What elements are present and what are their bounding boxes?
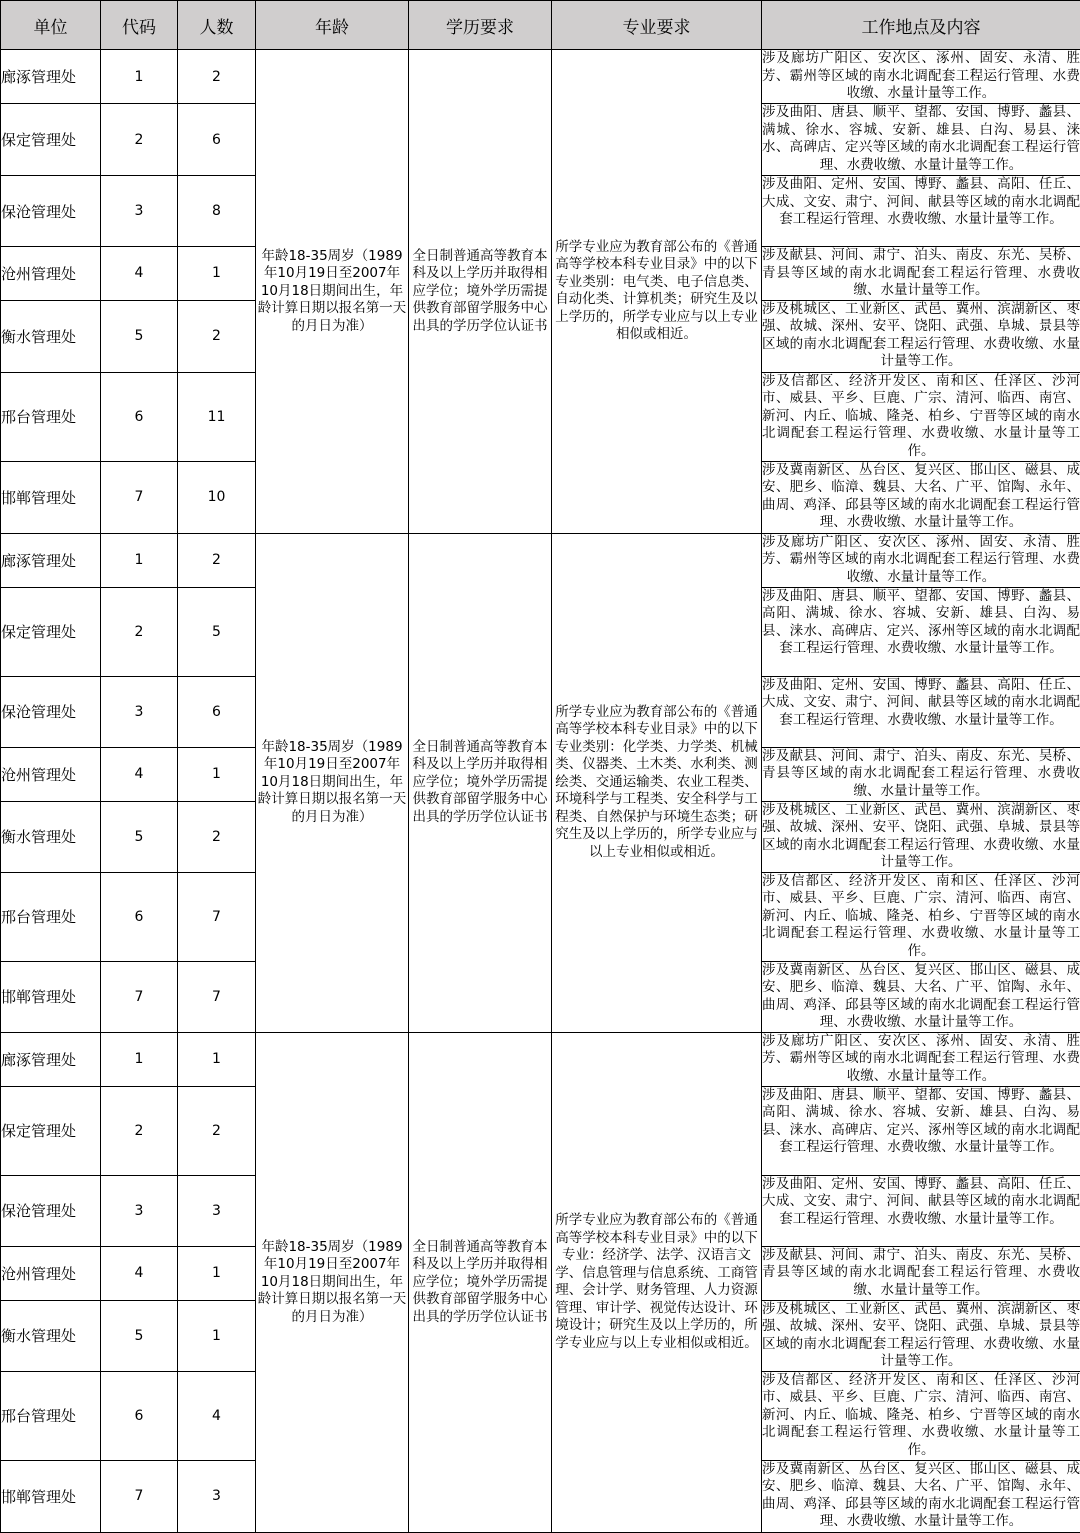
code-cell: 3: [101, 1175, 178, 1246]
major-requirement: 所学专业应为教育部公布的《普通高等学校本科专业目录》中的以下专业类别：电气类、电子信息类、自动化类、计算机类；研究生及以上学历的，所学专业应与以上专业相似或相近。: [552, 50, 762, 534]
unit-cell: 沧州管理处: [1, 1246, 101, 1300]
code-cell: 1: [101, 533, 178, 587]
header-count: 人数: [178, 1, 256, 50]
location-detail: 涉及曲阳、定州、安国、博野、蠡县、高阳、任丘、大成、文安、肃宁、河间、献县等区域的南水北调配套工程运行管理、水费收缴、水量计量等工作。: [762, 1175, 1080, 1246]
location-detail: 涉及冀南新区、丛台区、复兴区、邯山区、磁县、成安、肥乡、临漳、魏县、大名、广平、馆陶、永年、曲周、鸡泽、邱县等区域的南水北调配套工程运行管理、水费收缴、水量计量等工作。: [762, 1460, 1080, 1532]
unit-cell: 邢台管理处: [1, 372, 101, 461]
code-cell: 6: [101, 872, 178, 961]
code-cell: 4: [101, 747, 178, 801]
count-cell: 1: [178, 1032, 256, 1086]
count-cell: 1: [178, 747, 256, 801]
unit-cell: 保沧管理处: [1, 1175, 101, 1246]
count-cell: 2: [178, 801, 256, 872]
count-cell: 6: [178, 676, 256, 747]
unit-cell: 邯郸管理处: [1, 1460, 101, 1532]
count-cell: 11: [178, 372, 256, 461]
location-detail: 涉及信都区、经济开发区、南和区、任泽区、沙河市、威县、平乡、巨鹿、广宗、清河、临西、南宫、新河、内丘、临城、隆尧、柏乡、宁晋等区域的南水北调配套工程运行管理、水费收缴、水量计量等工作。: [762, 872, 1080, 961]
unit-cell: 邢台管理处: [1, 1371, 101, 1460]
header-row: [1, 1, 1080, 50]
unit-cell: 廊涿管理处: [1, 50, 101, 104]
code-cell: 7: [101, 961, 178, 1032]
major-requirement: 所学专业应为教育部公布的《普通高等学校本科专业目录》中的以下专业：经济学、法学、汉语言文学、信息管理与信息系统、工商管理、会计学、财务管理、人力资源管理、审计学、视觉传达设计、环境设计；研究生及以上学历的，所学专业应与以上专业相似或相近。: [552, 1032, 762, 1532]
code-cell: 1: [101, 1032, 178, 1086]
count-cell: 1: [178, 1246, 256, 1300]
education-requirement: 全日制普通高等教育本科及以上学历并取得相应学位；境外学历需提供教育部留学服务中心出具的学历学位认证书: [409, 533, 552, 1032]
unit-cell: 邢台管理处: [1, 872, 101, 961]
count-cell: 2: [178, 1086, 256, 1175]
code-cell: 4: [101, 1246, 178, 1300]
count-cell: 7: [178, 961, 256, 1032]
count-cell: 8: [178, 176, 256, 247]
age-requirement: 年龄18-35周岁（1989年10月19日至2007年10月18日期间出生，年龄计算日期以报名第一天的月日为准）: [256, 1032, 409, 1532]
code-cell: 5: [101, 300, 178, 372]
header-location: 工作地点及内容: [762, 1, 1080, 50]
unit-cell: 保定管理处: [1, 104, 101, 176]
code-cell: 6: [101, 372, 178, 461]
location-detail: 涉及曲阳、定州、安国、博野、蠡县、高阳、任丘、大成、文安、肃宁、河间、献县等区域的南水北调配套工程运行管理、水费收缴、水量计量等工作。: [762, 176, 1080, 247]
count-cell: 10: [178, 461, 256, 533]
count-cell: 1: [178, 247, 256, 301]
unit-cell: 保定管理处: [1, 587, 101, 676]
unit-cell: 保沧管理处: [1, 176, 101, 247]
count-cell: 2: [178, 50, 256, 104]
location-detail: 涉及信都区、经济开发区、南和区、任泽区、沙河市、威县、平乡、巨鹿、广宗、清河、临西、南宫、新河、内丘、临城、隆尧、柏乡、宁晋等区域的南水北调配套工程运行管理、水费收缴、水量计量等工作。: [762, 1371, 1080, 1460]
count-cell: 2: [178, 300, 256, 372]
location-detail: 涉及桃城区、工业新区、武邑、冀州、滨湖新区、枣强、故城、深州、安平、饶阳、武强、阜城、景县等区域的南水北调配套工程运行管理、水费收缴、水量计量等工作。: [762, 300, 1080, 372]
unit-cell: 保沧管理处: [1, 676, 101, 747]
code-cell: 5: [101, 1300, 178, 1371]
location-detail: 涉及曲阳、定州、安国、博野、蠡县、高阳、任丘、大成、文安、肃宁、河间、献县等区域的南水北调配套工程运行管理、水费收缴、水量计量等工作。: [762, 676, 1080, 747]
location-detail: 涉及桃城区、工业新区、武邑、冀州、滨湖新区、枣强、故城、深州、安平、饶阳、武强、阜城、景县等区域的南水北调配套工程运行管理、水费收缴、水量计量等工作。: [762, 1300, 1080, 1371]
unit-cell: 沧州管理处: [1, 747, 101, 801]
location-detail: 涉及献县、河间、肃宁、泊头、南皮、东光、吴桥、青县等区域的南水北调配套工程运行管理、水费收缴、水量计量等工作。: [762, 747, 1080, 801]
count-cell: 7: [178, 872, 256, 961]
code-cell: 2: [101, 587, 178, 676]
location-detail: 涉及廊坊广阳区、安次区、涿州、固安、永清、胜芳、霸州等区域的南水北调配套工程运行管理、水费收缴、水量计量等工作。: [762, 1032, 1080, 1086]
location-detail: 涉及曲阳、唐县、顺平、望都、安国、博野、蠡县、高阳、满城、徐水、容城、安新、雄县、白沟、易县、涞水、高碑店、定兴、涿州等区域的南水北调配套工程运行管理、水费收缴、水量计量等工作。: [762, 1086, 1080, 1175]
header-age: 年龄: [256, 1, 409, 50]
code-cell: 6: [101, 1371, 178, 1460]
table-row: [1, 50, 1080, 104]
code-cell: 3: [101, 176, 178, 247]
location-detail: 涉及冀南新区、丛台区、复兴区、邯山区、磁县、成安、肥乡、临漳、魏县、大名、广平、馆陶、永年、曲周、鸡泽、邱县等区域的南水北调配套工程运行管理、水费收缴、水量计量等工作。: [762, 461, 1080, 533]
code-cell: 5: [101, 801, 178, 872]
count-cell: 1: [178, 1300, 256, 1371]
unit-cell: 保定管理处: [1, 1086, 101, 1175]
major-requirement: 所学专业应为教育部公布的《普通高等学校本科专业目录》中的以下专业类别：化学类、力学类、机械类、仪器类、土木类、水利类、测绘类、交通运输类、农业工程类、环境科学与工程类、安全科学与工程类、自然保护与环境生态类；研究生及以上学历的，所学专业应与以上专业相似或相近。: [552, 533, 762, 1032]
header-unit: 单位: [1, 1, 101, 50]
header-education: 学历要求: [409, 1, 552, 50]
unit-cell: 廊涿管理处: [1, 533, 101, 587]
header-major: 专业要求: [552, 1, 762, 50]
code-cell: 7: [101, 461, 178, 533]
unit-cell: 邯郸管理处: [1, 961, 101, 1032]
location-detail: 涉及冀南新区、丛台区、复兴区、邯山区、磁县、成安、肥乡、临漳、魏县、大名、广平、馆陶、永年、曲周、鸡泽、邱县等区域的南水北调配套工程运行管理、水费收缴、水量计量等工作。: [762, 961, 1080, 1032]
table-row: [1, 1032, 1080, 1086]
location-detail: 涉及献县、河间、肃宁、泊头、南皮、东光、吴桥、青县等区域的南水北调配套工程运行管理、水费收缴、水量计量等工作。: [762, 247, 1080, 301]
code-cell: 4: [101, 247, 178, 301]
age-requirement: 年龄18-35周岁（1989年10月19日至2007年10月18日期间出生，年龄计算日期以报名第一天的月日为准）: [256, 533, 409, 1032]
location-detail: 涉及曲阳、唐县、顺平、望都、安国、博野、蠡县、高阳、满城、徐水、容城、安新、雄县、白沟、易县、涞水、高碑店、定兴、涿州等区域的南水北调配套工程运行管理、水费收缴、水量计量等工作。: [762, 587, 1080, 676]
code-cell: 3: [101, 676, 178, 747]
count-cell: 3: [178, 1460, 256, 1532]
unit-cell: 廊涿管理处: [1, 1032, 101, 1086]
education-requirement: 全日制普通高等教育本科及以上学历并取得相应学位；境外学历需提供教育部留学服务中心出具的学历学位认证书: [409, 50, 552, 534]
location-detail: 涉及廊坊广阳区、安次区、涿州、固安、永清、胜芳、霸州等区域的南水北调配套工程运行管理、水费收缴、水量计量等工作。: [762, 533, 1080, 587]
count-cell: 2: [178, 533, 256, 587]
unit-cell: 衡水管理处: [1, 300, 101, 372]
location-detail: 涉及信都区、经济开发区、南和区、任泽区、沙河市、威县、平乡、巨鹿、广宗、清河、临西、南宫、新河、内丘、临城、隆尧、柏乡、宁晋等区域的南水北调配套工程运行管理、水费收缴、水量计量等工作。: [762, 372, 1080, 461]
header-code: 代码: [101, 1, 178, 50]
location-detail: 涉及廊坊广阳区、安次区、涿州、固安、永清、胜芳、霸州等区域的南水北调配套工程运行管理、水费收缴、水量计量等工作。: [762, 50, 1080, 104]
code-cell: 2: [101, 1086, 178, 1175]
count-cell: 4: [178, 1371, 256, 1460]
unit-cell: 邯郸管理处: [1, 461, 101, 533]
code-cell: 1: [101, 50, 178, 104]
count-cell: 6: [178, 104, 256, 176]
code-cell: 7: [101, 1460, 178, 1532]
code-cell: 2: [101, 104, 178, 176]
table-row: [1, 533, 1080, 587]
count-cell: 5: [178, 587, 256, 676]
education-requirement: 全日制普通高等教育本科及以上学历并取得相应学位；境外学历需提供教育部留学服务中心出具的学历学位认证书: [409, 1032, 552, 1532]
unit-cell: 沧州管理处: [1, 247, 101, 301]
unit-cell: 衡水管理处: [1, 801, 101, 872]
age-requirement: 年龄18-35周岁（1989年10月19日至2007年10月18日期间出生，年龄计算日期以报名第一天的月日为准）: [256, 50, 409, 534]
unit-cell: 衡水管理处: [1, 1300, 101, 1371]
location-detail: 涉及桃城区、工业新区、武邑、冀州、滨湖新区、枣强、故城、深州、安平、饶阳、武强、阜城、景县等区域的南水北调配套工程运行管理、水费收缴、水量计量等工作。: [762, 801, 1080, 872]
location-detail: 涉及献县、河间、肃宁、泊头、南皮、东光、吴桥、青县等区域的南水北调配套工程运行管理、水费收缴、水量计量等工作。: [762, 1246, 1080, 1300]
count-cell: 3: [178, 1175, 256, 1246]
location-detail: 涉及曲阳、唐县、顺平、望都、安国、博野、蠡县、满城、徐水、容城、安新、雄县、白沟、易县、涞水、高碑店、定兴等区域的南水北调配套工程运行管理、水费收缴、水量计量等工作。: [762, 104, 1080, 176]
